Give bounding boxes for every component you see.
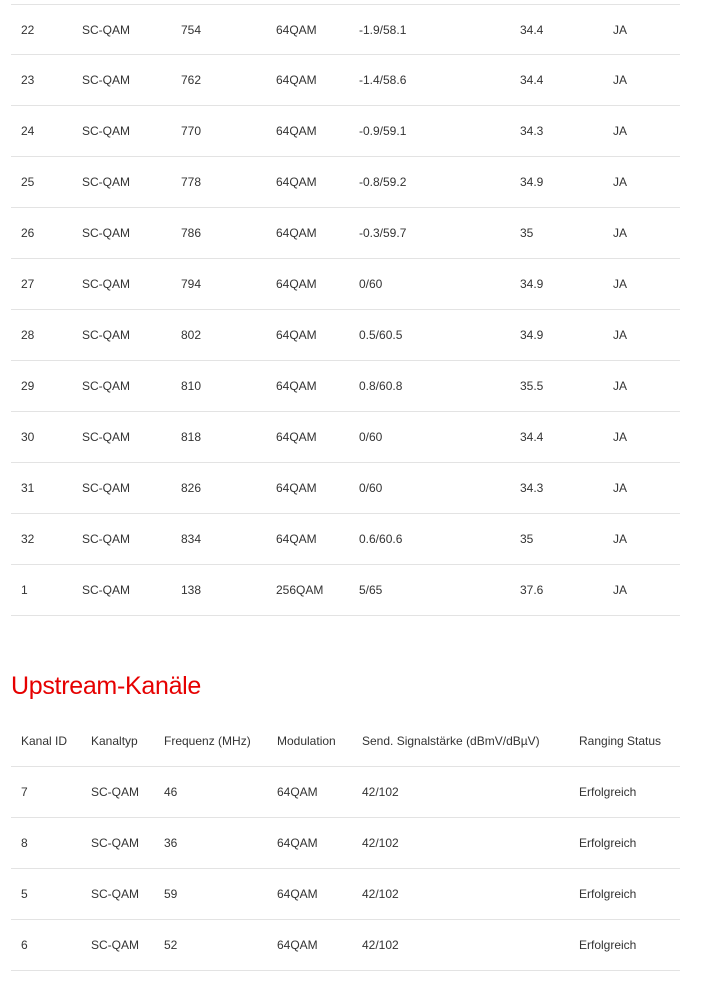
table-row bbox=[11, 4, 680, 55]
cell-snr: 34.4 bbox=[520, 430, 544, 444]
cell-modulation: 64QAM bbox=[276, 175, 317, 189]
cell-power-level: 5/65 bbox=[359, 583, 383, 597]
upstream-table-header bbox=[11, 716, 680, 767]
cell-channel-type: SC-QAM bbox=[82, 328, 130, 342]
cell-modulation: 64QAM bbox=[277, 938, 318, 952]
cell-locked-status: JA bbox=[613, 124, 628, 138]
cell-channel-type: SC-QAM bbox=[91, 836, 139, 850]
cell-modulation: 64QAM bbox=[276, 430, 317, 444]
downstream-table bbox=[11, 4, 680, 616]
table-row bbox=[11, 361, 680, 412]
cell-power-level: -0.8/59.2 bbox=[359, 175, 407, 189]
cell-frequency: 810 bbox=[181, 379, 202, 393]
cell-power-level: -0.3/59.7 bbox=[359, 226, 407, 240]
cell-channel-type: SC-QAM bbox=[82, 430, 130, 444]
cell-send-power: 42/102 bbox=[362, 836, 399, 850]
cell-frequency: 36 bbox=[164, 836, 178, 850]
cell-snr: 34.3 bbox=[520, 124, 544, 138]
cell-locked-status: JA bbox=[613, 532, 628, 546]
cell-channel-type: SC-QAM bbox=[82, 277, 130, 291]
upstream-table bbox=[11, 716, 680, 971]
table-row bbox=[11, 310, 680, 361]
cell-send-power: 42/102 bbox=[362, 785, 399, 799]
cell-modulation: 64QAM bbox=[276, 73, 317, 87]
cell-locked-status: JA bbox=[613, 328, 628, 342]
cell-frequency: 138 bbox=[181, 583, 202, 597]
cell-snr: 34.9 bbox=[520, 175, 544, 189]
cell-channel-type: SC-QAM bbox=[82, 532, 130, 546]
header-signalstaerke: Send. Signalstärke (dBmV/dBµV) bbox=[362, 734, 540, 748]
cell-snr: 34.4 bbox=[520, 73, 544, 87]
cell-ranging-status: Erfolgreich bbox=[579, 887, 637, 901]
cell-locked-status: JA bbox=[613, 430, 628, 444]
cell-modulation: 64QAM bbox=[276, 532, 317, 546]
cell-modulation: 256QAM bbox=[276, 583, 324, 597]
cell-locked-status: JA bbox=[613, 226, 628, 240]
cell-channel-type: SC-QAM bbox=[82, 23, 130, 37]
cell-locked-status: JA bbox=[613, 583, 628, 597]
header-modulation: Modulation bbox=[277, 734, 336, 748]
cell-ranging-status: Erfolgreich bbox=[579, 938, 637, 952]
cell-frequency: 794 bbox=[181, 277, 202, 291]
cell-modulation: 64QAM bbox=[276, 124, 317, 138]
cell-frequency: 59 bbox=[164, 887, 178, 901]
header-kanaltyp: Kanaltyp bbox=[91, 734, 138, 748]
cell-frequency: 762 bbox=[181, 73, 202, 87]
cell-ranging-status: Erfolgreich bbox=[579, 785, 637, 799]
table-row bbox=[11, 767, 680, 818]
cell-locked-status: JA bbox=[613, 23, 628, 37]
table-row bbox=[11, 259, 680, 310]
table-row bbox=[11, 565, 680, 616]
cell-locked-status: JA bbox=[613, 73, 628, 87]
header-ranging-status: Ranging Status bbox=[579, 734, 662, 748]
cell-frequency: 770 bbox=[181, 124, 202, 138]
cell-power-level: -1.9/58.1 bbox=[359, 23, 407, 37]
table-row bbox=[11, 514, 680, 565]
cell-channel-id: 5 bbox=[21, 887, 28, 901]
cell-channel-id: 27 bbox=[21, 277, 35, 291]
cell-modulation: 64QAM bbox=[277, 836, 318, 850]
cell-channel-id: 32 bbox=[21, 532, 35, 546]
table-row bbox=[11, 208, 680, 259]
cell-channel-id: 7 bbox=[21, 785, 28, 799]
cell-channel-type: SC-QAM bbox=[91, 938, 139, 952]
cell-modulation: 64QAM bbox=[276, 328, 317, 342]
cell-snr: 34.3 bbox=[520, 481, 544, 495]
cell-modulation: 64QAM bbox=[276, 277, 317, 291]
cell-snr: 35 bbox=[520, 226, 534, 240]
cell-channel-type: SC-QAM bbox=[82, 124, 130, 138]
cell-snr: 34.4 bbox=[520, 23, 544, 37]
cell-power-level: 0/60 bbox=[359, 430, 383, 444]
cell-power-level: -0.9/59.1 bbox=[359, 124, 407, 138]
cell-channel-id: 26 bbox=[21, 226, 35, 240]
cell-channel-type: SC-QAM bbox=[91, 887, 139, 901]
cell-frequency: 818 bbox=[181, 430, 202, 444]
cell-frequency: 754 bbox=[181, 23, 202, 37]
cell-frequency: 778 bbox=[181, 175, 202, 189]
cell-power-level: -1.4/58.6 bbox=[359, 73, 407, 87]
cell-channel-id: 1 bbox=[21, 583, 28, 597]
cell-snr: 35 bbox=[520, 532, 534, 546]
cell-channel-type: SC-QAM bbox=[82, 226, 130, 240]
cell-snr: 34.9 bbox=[520, 277, 544, 291]
cell-ranging-status: Erfolgreich bbox=[579, 836, 637, 850]
cell-power-level: 0.8/60.8 bbox=[359, 379, 403, 393]
table-row bbox=[11, 818, 680, 869]
cell-modulation: 64QAM bbox=[276, 379, 317, 393]
cell-channel-id: 24 bbox=[21, 124, 35, 138]
table-row bbox=[11, 869, 680, 920]
cell-channel-id: 29 bbox=[21, 379, 35, 393]
cell-channel-id: 31 bbox=[21, 481, 35, 495]
table-row bbox=[11, 157, 680, 208]
header-kanal-id: Kanal ID bbox=[21, 734, 68, 748]
table-row bbox=[11, 920, 680, 971]
cell-locked-status: JA bbox=[613, 175, 628, 189]
cell-channel-id: 6 bbox=[21, 938, 28, 952]
cell-locked-status: JA bbox=[613, 481, 628, 495]
cell-channel-id: 8 bbox=[21, 836, 28, 850]
cell-frequency: 52 bbox=[164, 938, 178, 952]
cell-frequency: 802 bbox=[181, 328, 202, 342]
cell-channel-id: 22 bbox=[21, 23, 35, 37]
cell-channel-id: 30 bbox=[21, 430, 35, 444]
table-row bbox=[11, 106, 680, 157]
cell-modulation: 64QAM bbox=[276, 226, 317, 240]
cell-locked-status: JA bbox=[613, 379, 628, 393]
cell-channel-type: SC-QAM bbox=[82, 481, 130, 495]
cell-channel-id: 25 bbox=[21, 175, 35, 189]
cell-channel-id: 23 bbox=[21, 73, 35, 87]
cell-send-power: 42/102 bbox=[362, 887, 399, 901]
cell-power-level: 0/60 bbox=[359, 277, 383, 291]
cell-channel-type: SC-QAM bbox=[82, 175, 130, 189]
cell-channel-type: SC-QAM bbox=[91, 785, 139, 799]
table-row bbox=[11, 55, 680, 106]
cell-modulation: 64QAM bbox=[277, 785, 318, 799]
cell-locked-status: JA bbox=[613, 277, 628, 291]
cell-snr: 37.6 bbox=[520, 583, 544, 597]
cell-modulation: 64QAM bbox=[277, 887, 318, 901]
cell-power-level: 0/60 bbox=[359, 481, 383, 495]
table-row bbox=[11, 412, 680, 463]
cell-frequency: 786 bbox=[181, 226, 202, 240]
header-frequenz: Frequenz (MHz) bbox=[164, 734, 251, 748]
cell-channel-type: SC-QAM bbox=[82, 583, 130, 597]
cell-snr: 34.9 bbox=[520, 328, 544, 342]
cell-channel-id: 28 bbox=[21, 328, 35, 342]
cell-power-level: 0.6/60.6 bbox=[359, 532, 403, 546]
cell-send-power: 42/102 bbox=[362, 938, 399, 952]
cell-frequency: 826 bbox=[181, 481, 202, 495]
cell-snr: 35.5 bbox=[520, 379, 544, 393]
upstream-section-title: Upstream-Kanäle bbox=[11, 672, 202, 700]
cell-power-level: 0.5/60.5 bbox=[359, 328, 403, 342]
table-row bbox=[11, 463, 680, 514]
cell-frequency: 46 bbox=[164, 785, 178, 799]
cell-frequency: 834 bbox=[181, 532, 202, 546]
cell-channel-type: SC-QAM bbox=[82, 73, 130, 87]
upstream-table-body bbox=[11, 767, 680, 971]
cell-modulation: 64QAM bbox=[276, 23, 317, 37]
cell-modulation: 64QAM bbox=[276, 481, 317, 495]
cell-channel-type: SC-QAM bbox=[82, 379, 130, 393]
